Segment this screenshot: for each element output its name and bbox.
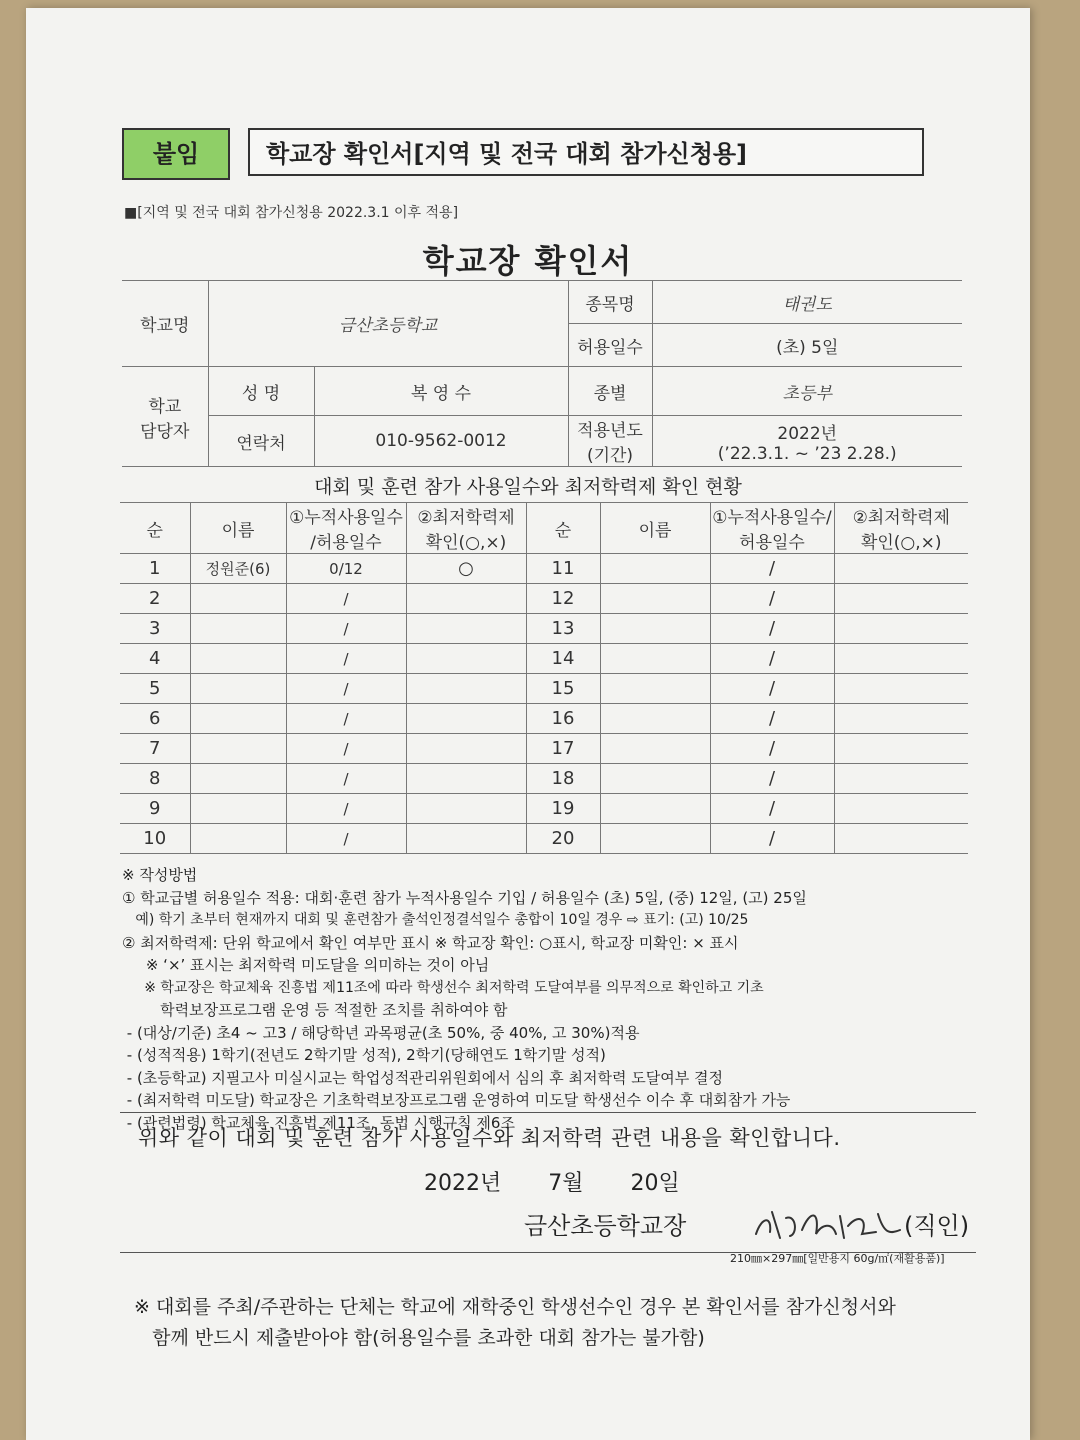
footer-line: 함께 반드시 제출받아야 함(허용일수를 초과한 대회 참가는 불가함) bbox=[134, 1327, 705, 1349]
row-no-right: 19 bbox=[526, 794, 600, 824]
handwritten-signature bbox=[750, 1204, 910, 1246]
issue-date bbox=[424, 1166, 720, 1197]
attachment-badge: 붙임 bbox=[122, 128, 230, 180]
row-min-right bbox=[834, 644, 968, 674]
row-name-right bbox=[600, 704, 710, 734]
table-row bbox=[120, 554, 968, 584]
row-min-right bbox=[834, 614, 968, 644]
row-no-right: 13 bbox=[526, 614, 600, 644]
col-no-right: 순 bbox=[526, 503, 600, 554]
year-value-line2: (’22.3.1. ~ ’23 2.28.) bbox=[717, 443, 897, 464]
year-value-line1: 2022년 bbox=[777, 423, 838, 444]
row-no-right: 18 bbox=[526, 764, 600, 794]
applicability-note: ■[지역 및 전국 대회 참가신청용 2022.3.1 이후 적용] bbox=[124, 205, 459, 221]
guide-line: ① 학교급별 허용일수 적용: 대회·훈련 참가 누적사용일수 기입 / 허용일수 (초) 5일, (중) 12일, (고) 25일 bbox=[122, 888, 807, 907]
footer-line: ※ 대회를 주최/주관하는 단체는 학교에 재학중인 학생선수인 경우 본 확인서를 참가신청서와 bbox=[134, 1296, 896, 1318]
col-days-left bbox=[286, 503, 406, 554]
row-min-left bbox=[406, 704, 526, 734]
row-days-right: / bbox=[710, 794, 834, 824]
row-days-left: / bbox=[286, 584, 406, 614]
table-row bbox=[120, 794, 968, 824]
guide-line: - (초등학교) 지필고사 미실시교는 학업성적관리위원회에서 심의 후 최저학력 도달여부 결정 bbox=[122, 1068, 723, 1087]
row-min-right bbox=[834, 734, 968, 764]
guide-line: - (최저학력 미도달) 학교장은 기초학력보장프로그램 운영하여 미도달 학생선수 이수 후 대회참가 가능 bbox=[122, 1091, 791, 1109]
roster-body bbox=[120, 554, 968, 854]
row-name-right bbox=[600, 824, 710, 854]
manager-label bbox=[122, 367, 208, 467]
row-days-right: / bbox=[710, 554, 834, 584]
header-title: 학교장 확인서[지역 및 전국 대회 참가신청용] bbox=[248, 128, 924, 176]
row-min-left bbox=[406, 794, 526, 824]
row-name-left bbox=[190, 704, 286, 734]
category-label: 종별 bbox=[568, 367, 652, 416]
row-name-left bbox=[190, 824, 286, 854]
row-no-left: 5 bbox=[120, 674, 190, 704]
guide-line: - (관련법령) 학교체육 진흥법 제11조, 동법 시행규칙 제6조 bbox=[122, 1113, 515, 1132]
guide-line: ※ ‘×’ 표시는 최저학력 미도달을 의미하는 것이 아님 bbox=[122, 956, 490, 974]
table-row bbox=[120, 674, 968, 704]
row-no-left: 9 bbox=[120, 794, 190, 824]
row-min-right bbox=[834, 674, 968, 704]
footer-note bbox=[134, 1292, 896, 1354]
col-name-left: 이름 bbox=[190, 503, 286, 554]
row-days-left: / bbox=[286, 764, 406, 794]
table-row bbox=[120, 614, 968, 644]
allowed-days-label: 허용일수 bbox=[568, 324, 652, 367]
row-name-right bbox=[600, 764, 710, 794]
table-row bbox=[120, 764, 968, 794]
row-min-left bbox=[406, 614, 526, 644]
row-name-right bbox=[600, 644, 710, 674]
row-min-right bbox=[834, 704, 968, 734]
guide-line: ② 최저학력제: 단위 학교에서 확인 여부만 표시 ※ 학교장 확인: ○표시, 학교장 미확인: × 표시 bbox=[122, 933, 739, 952]
confirmation-statement: 위와 같이 대회 및 훈련 참가 사용일수와 최저학력 관련 내용을 확인합니다. bbox=[138, 1126, 841, 1150]
table-row bbox=[120, 734, 968, 764]
row-min-left bbox=[406, 674, 526, 704]
row-name-right bbox=[600, 584, 710, 614]
row-name-right bbox=[600, 734, 710, 764]
contact-label: 연락처 bbox=[208, 416, 314, 467]
document-page bbox=[26, 8, 1030, 1440]
row-min-left bbox=[406, 584, 526, 614]
row-no-left: 6 bbox=[120, 704, 190, 734]
row-min-right bbox=[834, 554, 968, 584]
date-day: 20일 bbox=[630, 1171, 680, 1196]
col-days-left-l1: ①누적사용일수 bbox=[289, 508, 403, 528]
row-days-right: / bbox=[710, 614, 834, 644]
row-name-left bbox=[190, 584, 286, 614]
table-row bbox=[120, 824, 968, 854]
row-min-right bbox=[834, 764, 968, 794]
row-days-right: / bbox=[710, 734, 834, 764]
section-title: 대회 및 훈련 참가 사용일수와 최저학력제 확인 현황 bbox=[314, 476, 742, 498]
col-min-right bbox=[834, 503, 968, 554]
col-name-right: 이름 bbox=[600, 503, 710, 554]
sport-label: 종목명 bbox=[568, 281, 652, 324]
year-label bbox=[568, 416, 652, 467]
col-min-left-l1: ②최저학력제 bbox=[417, 508, 515, 528]
row-name-left bbox=[190, 794, 286, 824]
row-name-right bbox=[600, 794, 710, 824]
guide-line: - (성적적용) 1학기(전년도 2학기말 성적), 2학기(당해연도 1학기말 성적) bbox=[122, 1046, 606, 1064]
guide-line: 예) 학기 초부터 현재까지 대회 및 훈련참가 출석인정결석일수 총합이 10일 경우 ⇨ 표기: (고) 10/25 bbox=[122, 912, 749, 928]
col-days-right bbox=[710, 503, 834, 554]
row-no-left: 3 bbox=[120, 614, 190, 644]
row-no-right: 15 bbox=[526, 674, 600, 704]
row-no-left: 1 bbox=[120, 554, 190, 584]
year-label-line2: (기간) bbox=[586, 446, 634, 466]
row-name-right bbox=[600, 674, 710, 704]
manager-name-value: 복 영 수 bbox=[314, 367, 568, 416]
seal-label: (직인) bbox=[904, 1212, 970, 1240]
col-days-right-l1: ①누적사용일수/ bbox=[712, 508, 832, 528]
row-name-right bbox=[600, 554, 710, 584]
row-no-right: 12 bbox=[526, 584, 600, 614]
table-row bbox=[120, 704, 968, 734]
date-month: 7월 bbox=[548, 1171, 584, 1196]
row-days-left: / bbox=[286, 824, 406, 854]
row-days-right: / bbox=[710, 764, 834, 794]
writing-guide bbox=[122, 864, 982, 1134]
row-days-right: / bbox=[710, 824, 834, 854]
row-no-right: 14 bbox=[526, 644, 600, 674]
row-min-right bbox=[834, 824, 968, 854]
info-table bbox=[122, 280, 962, 467]
document-title: 학교장 확인서 bbox=[422, 242, 634, 280]
guide-line: ※ 학교장은 학교체육 진흥법 제11조에 따라 학생선수 최저학력 도달여부를 의무적으로 확인하고 기초 bbox=[122, 979, 764, 996]
guide-line: 학력보장프로그램 운영 등 적절한 조치를 취하여야 함 bbox=[122, 1001, 508, 1019]
row-min-right bbox=[834, 584, 968, 614]
row-days-left: / bbox=[286, 614, 406, 644]
row-no-right: 16 bbox=[526, 704, 600, 734]
manager-name-label: 성 명 bbox=[208, 367, 314, 416]
divider bbox=[120, 1112, 976, 1113]
date-year: 2022년 bbox=[424, 1171, 502, 1196]
row-days-right: / bbox=[710, 674, 834, 704]
col-no-left: 순 bbox=[120, 503, 190, 554]
school-name-label: 학교명 bbox=[122, 281, 208, 367]
row-days-left: / bbox=[286, 674, 406, 704]
row-no-left: 7 bbox=[120, 734, 190, 764]
row-days-right: / bbox=[710, 644, 834, 674]
roster-table bbox=[120, 502, 968, 854]
guide-line: ※ 작성방법 bbox=[122, 866, 198, 884]
col-min-left-l2: 확인(○,×) bbox=[425, 533, 507, 553]
col-days-left-l2: /허용일수 bbox=[310, 533, 382, 553]
category-value: 초등부 bbox=[652, 367, 962, 416]
signer-title: 금산초등학교장 bbox=[524, 1212, 687, 1240]
row-days-left: / bbox=[286, 644, 406, 674]
contact-value: 010-9562-0012 bbox=[314, 416, 568, 467]
manager-label-line1: 학교 bbox=[148, 396, 182, 417]
allowed-days-value: (초) 5일 bbox=[652, 324, 962, 367]
roster-header-row bbox=[120, 503, 968, 554]
school-name-value: 금산초등학교 bbox=[208, 281, 568, 367]
row-name-left bbox=[190, 764, 286, 794]
col-days-right-l2: 허용일수 bbox=[739, 533, 805, 553]
row-min-left bbox=[406, 764, 526, 794]
row-name-left bbox=[190, 734, 286, 764]
table-row bbox=[120, 644, 968, 674]
row-no-left: 2 bbox=[120, 584, 190, 614]
row-no-left: 8 bbox=[120, 764, 190, 794]
col-min-left bbox=[406, 503, 526, 554]
row-days-right: / bbox=[710, 704, 834, 734]
row-days-left: / bbox=[286, 704, 406, 734]
row-days-right: / bbox=[710, 584, 834, 614]
paper-spec: 210㎜×297㎜[일반용지 60g/㎡(재활용품)] bbox=[730, 1252, 945, 1265]
row-name-left: 정원준(6) bbox=[190, 554, 286, 584]
row-no-right: 11 bbox=[526, 554, 600, 584]
col-min-right-l1: ②최저학력제 bbox=[852, 508, 950, 528]
row-no-left: 10 bbox=[120, 824, 190, 854]
row-name-left bbox=[190, 674, 286, 704]
manager-label-line2: 담당자 bbox=[140, 421, 190, 442]
year-value bbox=[652, 416, 962, 467]
row-no-left: 4 bbox=[120, 644, 190, 674]
row-days-left: / bbox=[286, 794, 406, 824]
row-no-right: 20 bbox=[526, 824, 600, 854]
row-days-left: / bbox=[286, 734, 406, 764]
row-min-left bbox=[406, 824, 526, 854]
row-name-left bbox=[190, 614, 286, 644]
sport-value: 태권도 bbox=[652, 281, 962, 324]
year-label-line1: 적용년도 bbox=[577, 421, 643, 441]
row-min-left bbox=[406, 734, 526, 764]
row-no-right: 17 bbox=[526, 734, 600, 764]
row-min-right bbox=[834, 794, 968, 824]
table-row bbox=[120, 584, 968, 614]
guide-line: - (대상/기준) 초4 ~ 고3 / 해당학년 과목평균(초 50%, 중 40%, 고 30%)적용 bbox=[122, 1023, 640, 1042]
row-min-left: ○ bbox=[406, 554, 526, 584]
row-min-left bbox=[406, 644, 526, 674]
row-days-left: 0/12 bbox=[286, 554, 406, 584]
col-min-right-l2: 확인(○,×) bbox=[860, 533, 942, 553]
row-name-left bbox=[190, 644, 286, 674]
row-name-right bbox=[600, 614, 710, 644]
